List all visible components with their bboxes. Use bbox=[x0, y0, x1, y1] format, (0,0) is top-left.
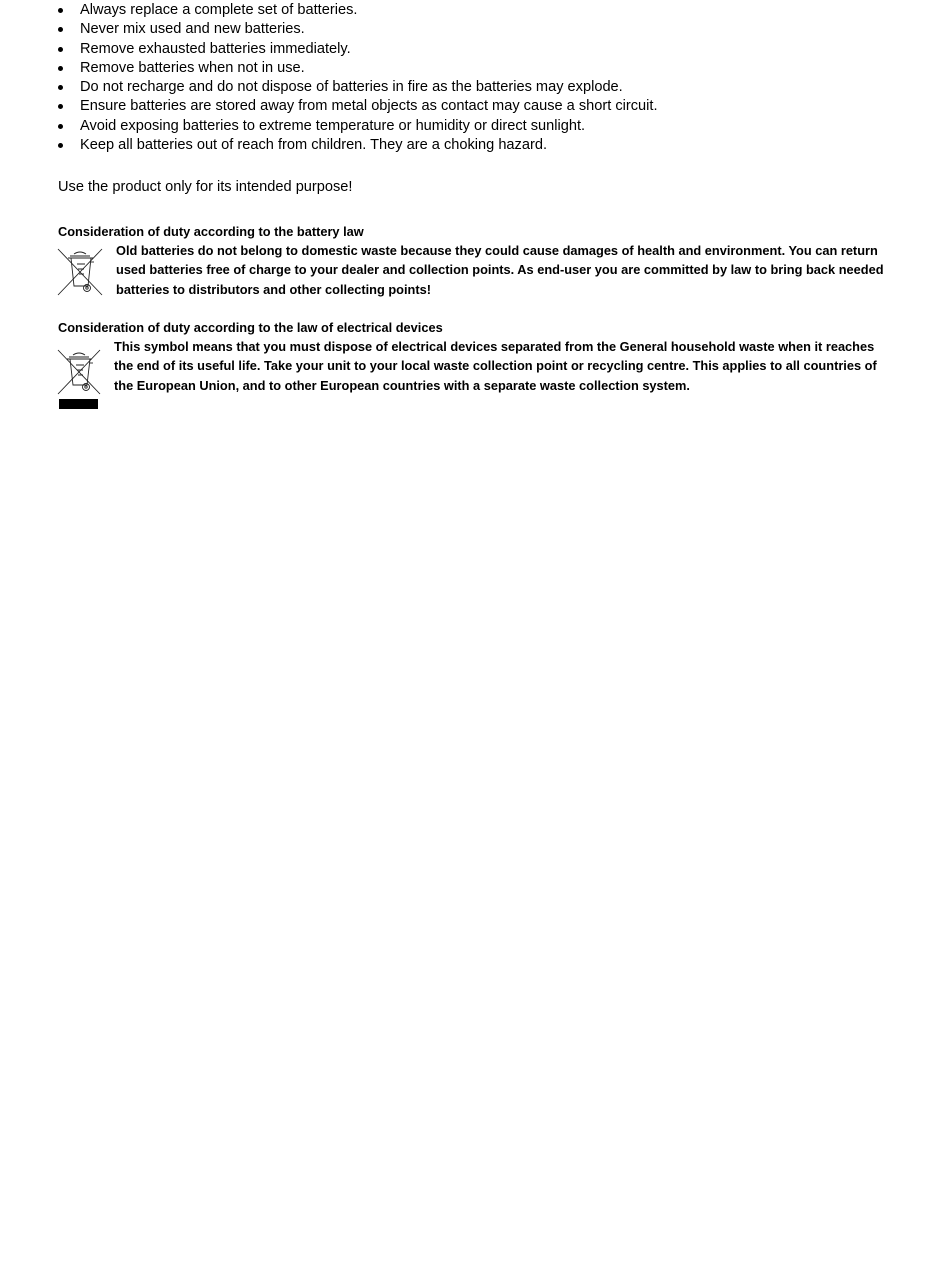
list-item bbox=[58, 20, 918, 39]
bullet-icon bbox=[58, 66, 63, 71]
electrical-law-line: the European Union, and to other European countries with a separate waste collection system. bbox=[114, 377, 690, 393]
bullet-text: Keep all batteries out of reach from children. They are a choking hazard. bbox=[80, 137, 547, 154]
battery-law-title: Consideration of duty according to the battery law bbox=[58, 224, 364, 239]
electrical-law-line: This symbol means that you must dispose of electrical devices separated from the General household waste when it reaches bbox=[114, 339, 875, 354]
bullet-icon bbox=[58, 47, 63, 52]
bullet-icon bbox=[58, 104, 63, 109]
bullet-text: Avoid exposing batteries to extreme temperature or humidity or direct sunlight. bbox=[80, 117, 586, 134]
list-item bbox=[58, 117, 918, 136]
bullet-icon bbox=[58, 8, 63, 13]
battery-law-line: Old batteries do not belong to domestic waste because they could cause damages of health and environment. You can return bbox=[116, 243, 878, 258]
list-item bbox=[58, 136, 918, 155]
battery-law-line: batteries to distributors and other collecting points! bbox=[116, 281, 431, 297]
electrical-law-text bbox=[114, 337, 877, 395]
list-item bbox=[58, 97, 918, 116]
bullet-text: Never mix used and new batteries. bbox=[80, 21, 305, 38]
bullet-text: Ensure batteries are stored away from metal objects as contact may cause a short circuit. bbox=[80, 98, 658, 115]
bullet-text: Remove batteries when not in use. bbox=[80, 59, 305, 76]
bullet-text: Remove exhausted batteries immediately. bbox=[80, 40, 351, 57]
battery-law-line: used batteries free of charge to your dealer and collection points. As end-user you are committed by law to bring back needed bbox=[116, 262, 884, 278]
bullet-icon bbox=[58, 27, 63, 32]
bullet-icon bbox=[58, 124, 63, 129]
bullet-text: Always replace a complete set of batteries. bbox=[80, 2, 358, 18]
battery-safety-list bbox=[58, 1, 918, 155]
electrical-law-line: the end of its useful life. Take your unit to your local waste collection point or recycling centre. This applies to all countries of bbox=[114, 358, 877, 374]
list-item bbox=[58, 40, 918, 59]
electrical-law-title: Consideration of duty according to the law of electrical devices bbox=[58, 320, 443, 335]
bullet-icon bbox=[58, 143, 63, 148]
crossed-out-wheelie-bin-icon bbox=[57, 248, 103, 296]
list-item bbox=[58, 59, 918, 78]
list-item bbox=[58, 78, 918, 97]
list-item bbox=[58, 1, 918, 20]
battery-law-text bbox=[116, 241, 884, 299]
weee-crossed-out-bin-icon bbox=[57, 349, 101, 395]
intended-purpose-note: Use the product only for its intended purpose! bbox=[58, 179, 353, 195]
bullet-icon bbox=[58, 85, 63, 90]
bullet-text: Do not recharge and do not dispose of batteries in fire as the batteries may explode. bbox=[80, 79, 623, 96]
weee-bar-icon bbox=[59, 399, 98, 409]
